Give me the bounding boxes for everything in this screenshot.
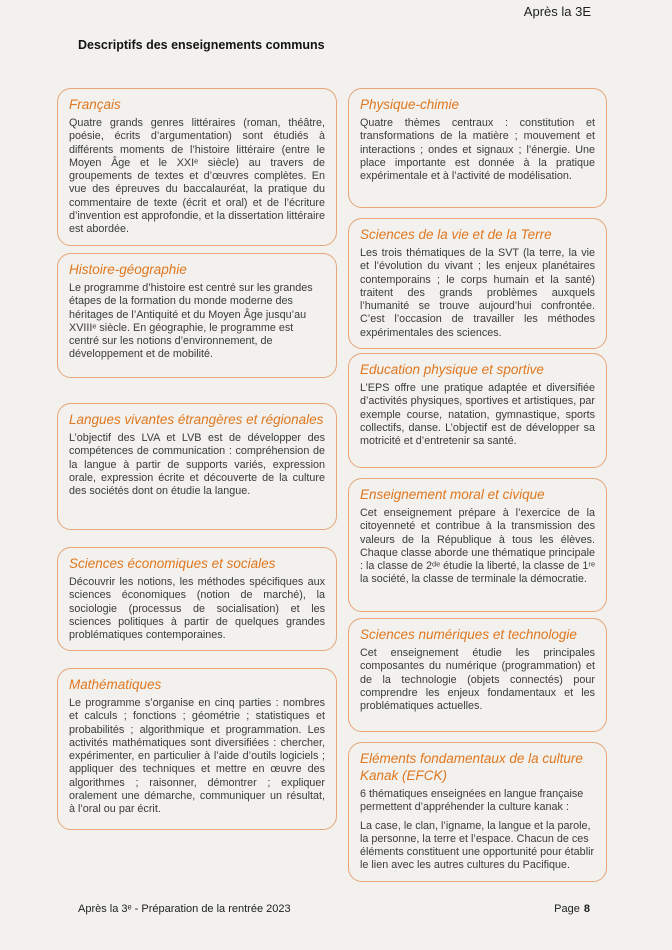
course-card: [348, 218, 607, 349]
course-card-body: [360, 117, 595, 183]
course-card-title: Sciences numériques et technologie: [360, 627, 577, 642]
course-card-body: [69, 432, 325, 498]
course-card-paragraph: L’objectif des LVA et LVB est de développer des compétences de communication : compréhension de la langue à partir de supports variés, expression orale, expression écrite et découverte de la culture des sociétés dont on étudie la langue.: [69, 432, 325, 498]
course-card-paragraph: Quatre thèmes centraux : constitution et transformations de la matière ; mouvement et interactions ; ondes et signaux ; l’énergie. Une place importante est donnée à la pratique expérimentale et à l’activité de modélisation.: [360, 117, 595, 183]
footer-left-text: Après la 3ᵉ - Préparation de la rentrée 2023: [78, 903, 291, 915]
course-card-paragraph: Découvrir les notions, les méthodes spécifiques aux sciences économiques (notion de marché), la sociologie (processus de socialisation) et les sciences politiques à partir de quelques grandes problématiques contemporaines.: [69, 576, 325, 642]
course-card: [57, 88, 337, 246]
course-card-body: [360, 382, 595, 448]
footer-page: [554, 903, 590, 915]
course-card-paragraph: Cet enseignement étudie les principales composantes du numérique (programmation) et de la technologie (objets connectés) pour comprendre les enjeux fondamentaux et les problématiques actuelles.: [360, 647, 595, 713]
course-card-body: [69, 117, 325, 237]
header-right-text: Après la 3E: [523, 4, 591, 19]
course-card-paragraph: La case, le clan, l’igname, la langue et la parole, la personne, la terre et l’espace. Chacun de ces éléments constituent une opportunité pour établir le lien avec les autres cultures du Pacifique.: [360, 819, 595, 872]
course-card-title: Langues vivantes étrangères et régionales: [69, 412, 324, 427]
course-card-title: Histoire-géographie: [69, 262, 187, 277]
course-card-paragraph: Quatre grands genres littéraires (roman, théâtre, poésie, écrits d’argumentation) sont étudiés à différents moments de l’histoire littéraire (entre le Moyen Âge et le XXIᵉ siècle) au travers de groupements de textes et d’œuvres complètes. En vue des épreuves du baccalauréat, la pratique du commentaire de texte (écrit et oral) et de l’écriture d’invention est approfondie, et la dissertation littéraire est abordée.: [69, 117, 325, 236]
course-card: [348, 618, 607, 732]
course-card: [57, 253, 337, 378]
course-card-body: [360, 647, 595, 713]
course-card: [348, 353, 607, 468]
course-card-title: Physique-chimie: [360, 97, 460, 112]
course-card-title: Sciences de la vie et de la Terre: [360, 227, 552, 242]
course-card-paragraph: L’EPS offre une pratique adaptée et diversifiée d’activités physiques, sportives et artistiques, par exemple course, natation, gymnastique, sports collectifs, danse. L’objectif est de développer sa motricité et d’entretenir sa santé.: [360, 382, 595, 448]
page-title: Descriptifs des enseignements communs: [78, 38, 325, 52]
course-card-paragraph: Le programme s’organise en cinq parties : nombres et calculs ; fonctions ; géométrie ; statistiques et probabilités ; algorithmique et programmation. Les activités mathématiques sont diversifiées : chercher, expérimenter, en particulier à l’aide d’outils logiciels ; appliquer des techniques et mettre en œuvre des algorithmes ; raisonner, démontrer ; expliquer oralement une démarche, communiquer un résultat, à l’oral ou par écrit.: [69, 697, 325, 816]
course-card-title: Sciences économiques et sociales: [69, 556, 276, 571]
course-card-title: Education physique et sportive: [360, 362, 544, 377]
course-card-title: Mathématiques: [69, 677, 162, 692]
course-card-title: Eléments fondamentaux de la culture Kanak (EFCK): [360, 751, 583, 783]
course-card-body: [69, 697, 325, 817]
course-card-body: [360, 788, 595, 873]
course-card: [348, 88, 607, 208]
footer-page-number: 8: [583, 903, 590, 915]
course-card-title: Enseignement moral et civique: [360, 487, 545, 502]
course-card: [57, 403, 337, 530]
course-card: [348, 742, 607, 882]
course-card-body: [69, 282, 325, 362]
course-card-paragraph: Cet enseignement prépare à l’exercice de la citoyenneté et contribue à la transmission des valeurs de la République à tous les élèves. Chaque classe aborde une thématique principale : la classe de 2ᵈᵉ étudie la liberté, la classe de 1ʳᵉ la société, la classe de terminale la démocratie.: [360, 507, 595, 586]
course-card: [57, 668, 337, 830]
course-card-paragraph: Les trois thématiques de la SVT (la terre, la vie et l’évolution du vivant ; les enjeux planétaires contemporains ; le corps humain et la santé) traitent des grands problèmes auxquels l’humanité se trouve aujourd’hui confrontée. C’est l’occasion de travailler les méthodes expérimentales des sciences.: [360, 247, 595, 339]
footer-page-label: Page: [554, 903, 580, 915]
course-card-paragraph: 6 thématiques enseignées en langue française permettent d’appréhender la culture kanak :: [360, 788, 584, 814]
course-card-body: [360, 247, 595, 340]
course-card-body: [360, 507, 595, 587]
course-card: [57, 547, 337, 651]
course-card: [348, 478, 607, 612]
course-card-title: Français: [69, 97, 121, 112]
course-card-paragraph: Le programme d’histoire est centré sur les grandes étapes de la formation du monde moderne des héritages de l’Antiquité et du Moyen Âge jusqu’au XVIIIᵉ siècle. En géographie, le programme est centré sur les notions d’environnement, de développement et de mobilité.: [69, 282, 313, 361]
course-card-body: [69, 576, 325, 642]
